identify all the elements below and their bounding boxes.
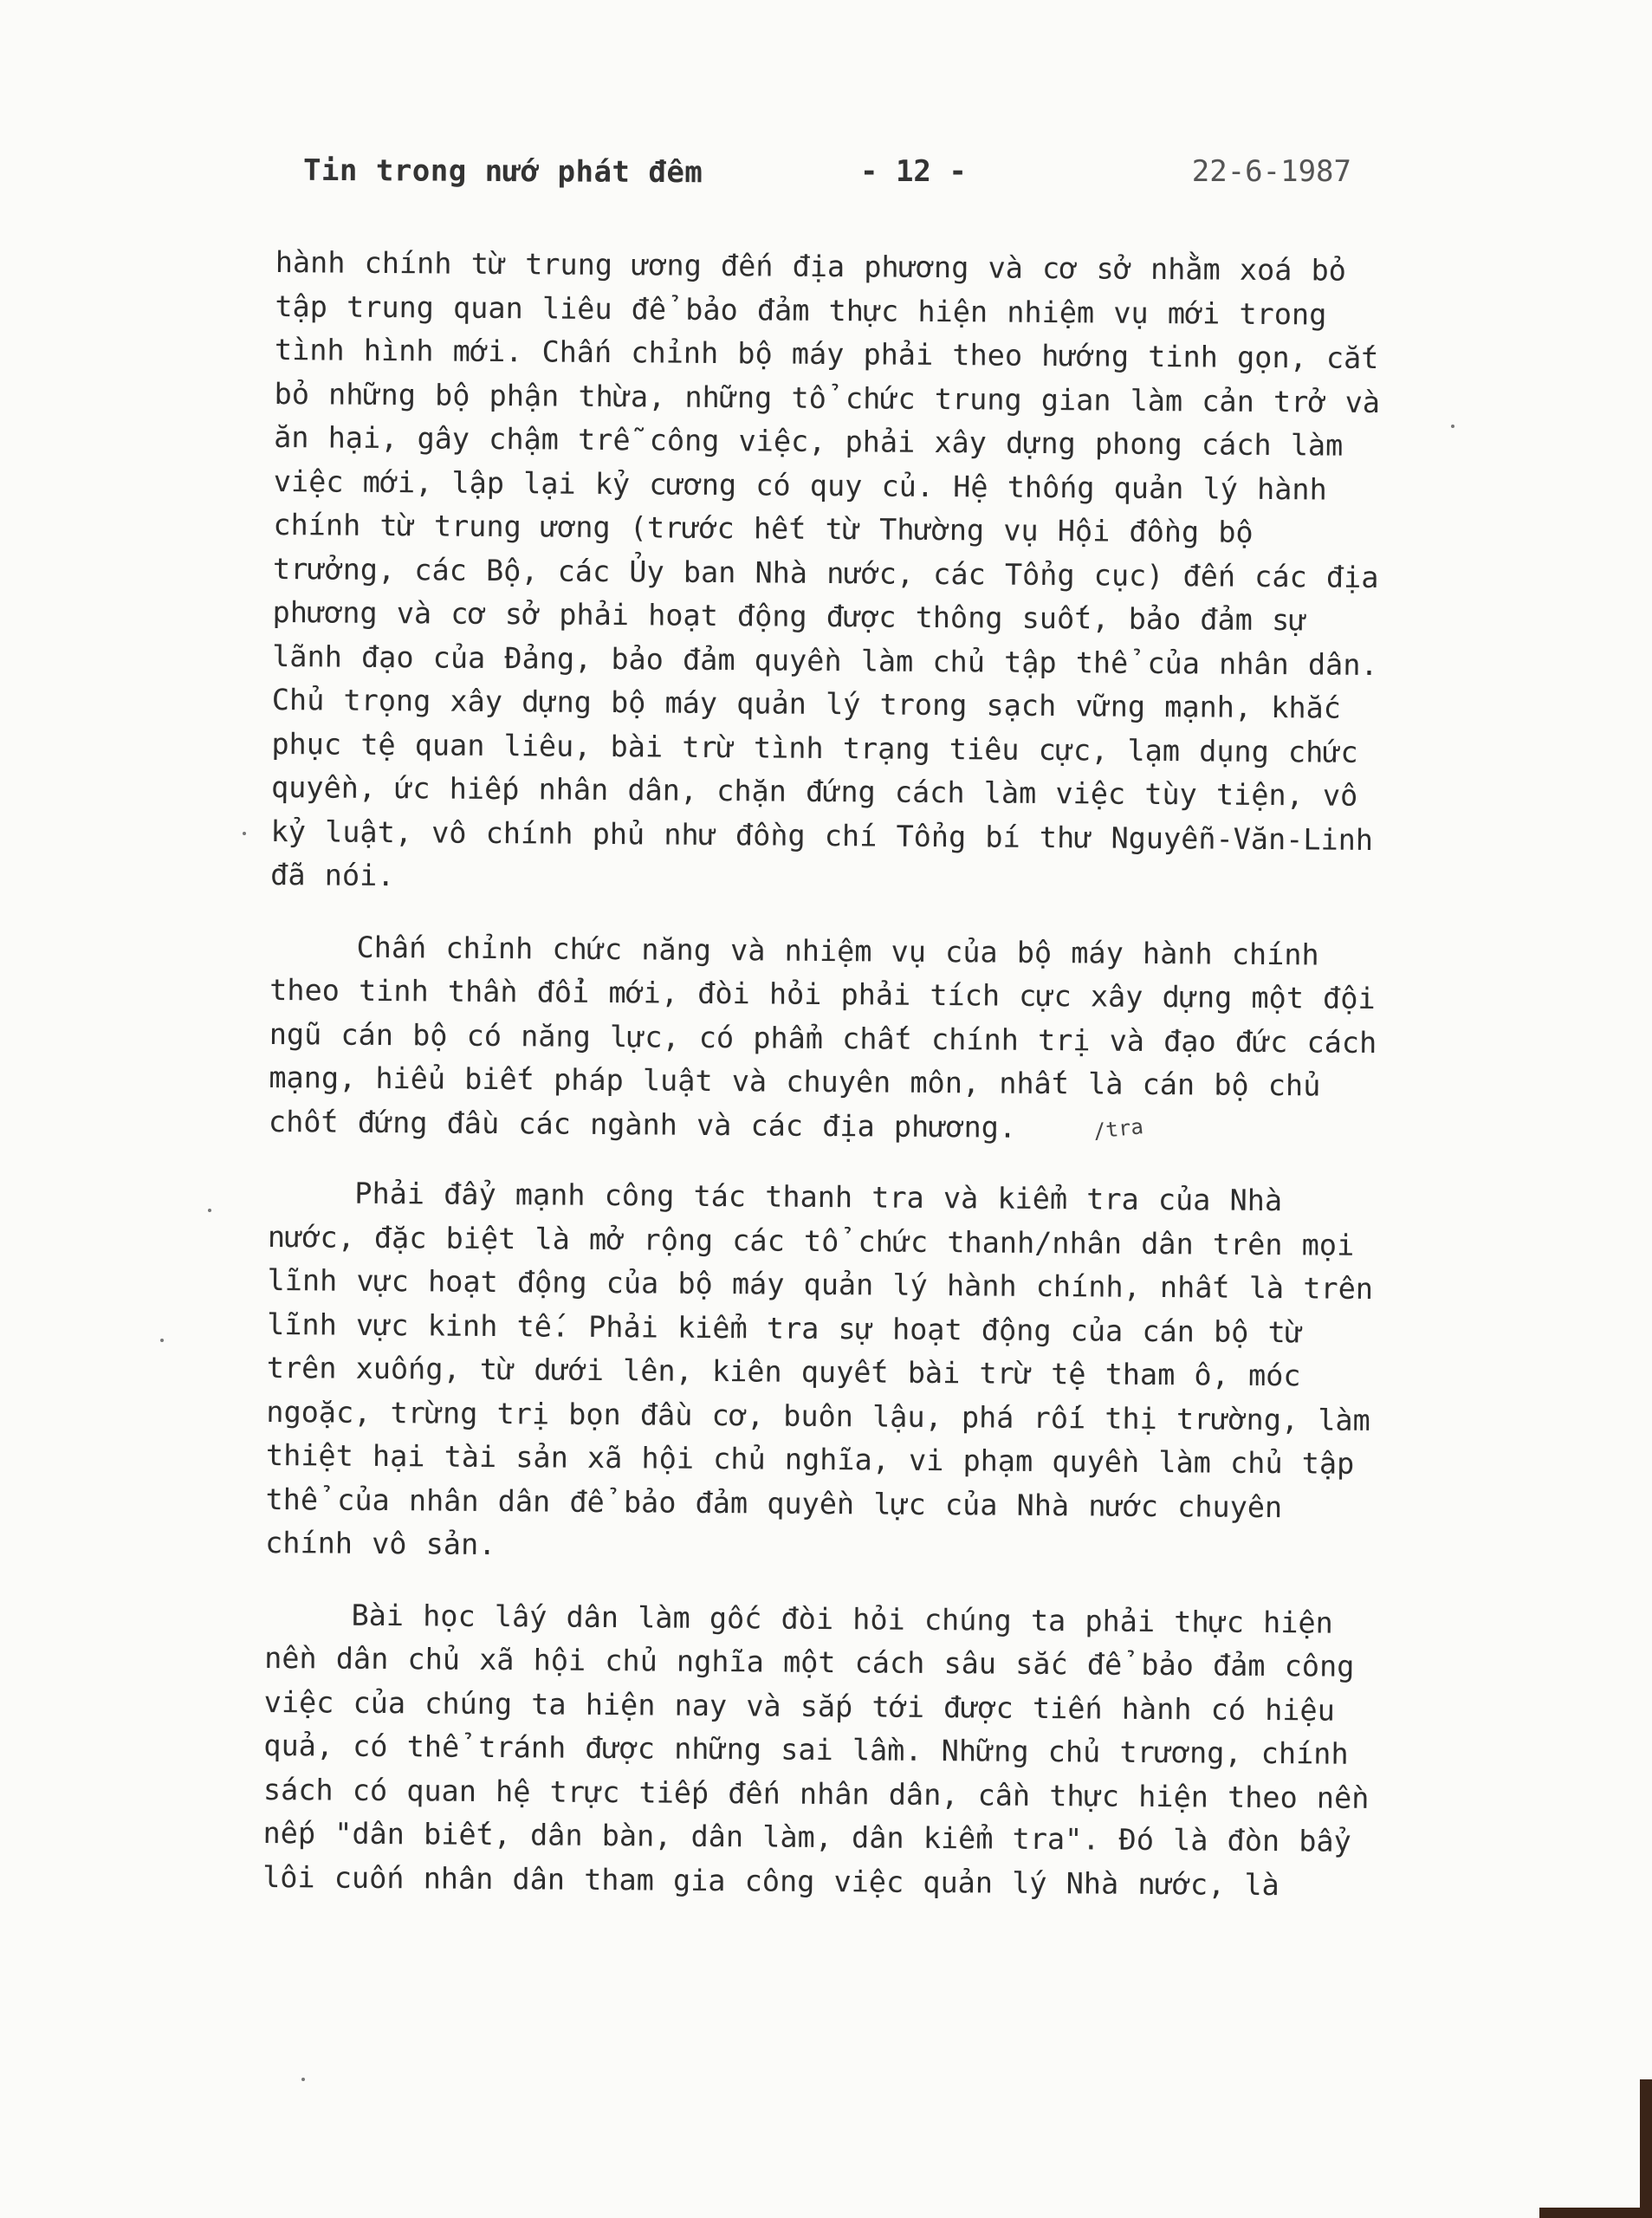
header-title: Tin trong nướ phát đêm: [302, 152, 703, 191]
page-number: - 12 -: [860, 154, 967, 189]
paper-speck: [1451, 425, 1454, 428]
paragraph-4: Bài học lấy dân làm gốc đòi hỏi chúng ta phải thực hiện nền dân chủ xã hội chủ nghĩa một cách sâu sắc để bảo đảm công việc của chúng ta hiện nay và sắp tới được tiến hành có hiệu quả, có thể tránh được những sai lầm. Những chủ trương, chính sách có quan hệ trực tiếp đến nhân dân, cần thực hiện theo nền nếp "dân biết, dân bàn, dân làm, dân kiểm tra". Đó là đòn bẩy lôi cuốn nhân dân tham gia công việc quản lý Nhà nước, là: [262, 1598, 1370, 1902]
scan-edge-shadow: [1640, 2079, 1652, 2218]
scan-edge-shadow-bottom: [1539, 2208, 1652, 2218]
paper-speck: [243, 832, 246, 835]
document-body: [262, 241, 1384, 1936]
paragraph-2: Chấn chỉnh chức năng và nhiệm vụ của bộ máy hành chính theo tinh thần đổi mới, đòi hỏi phải tích cực xây dựng một đội ngũ cán bộ có năng lực, có phẩm chất chính trị và đạo đức cách mạng, hiểu biết pháp luật và chuyên môn, nhất là cán bộ chủ chốt đứng đầu các ngành và các địa phương.: [268, 930, 1377, 1145]
header-date: 22-6-1987: [1191, 154, 1351, 189]
paper-speck: [301, 2078, 305, 2081]
page-header: [303, 154, 1351, 198]
paragraph-1: hành chính từ trung ương đến địa phương và cơ sở nhằm xoá bỏ tập trung quan liêu để bảo đảm thực hiện nhiệm vụ mới trong tình hình mới. Chấn chỉnh bộ máy phải theo hướng tinh gọn, cắt bỏ những bộ phận thừa, những tổ chức trung gian làm cản trở và ăn hại, gây chậm trễ công việc, phải xây dựng phong cách làm việc mới, lập lại kỷ cương có quy củ. Hệ thống quản lý hành chính từ trung ương (trước hết từ Thường vụ Hội đồng bộ trưởng, các Bộ, các Ủy ban Nhà nước, các Tổng cục) đến các địa phương và cơ sở phải hoạt động được thông suốt, bảo đảm sự lãnh đạo của Đảng, bảo đảm quyền làm chủ tập thể của nhân dân. Chủ trọng xây dựng bộ máy quản lý trong sạch vững mạnh, khắc phục tệ quan liêu, bài trừ tình trạng tiêu cực, lạm dụng chức quyền, ức hiếp nhân dân, chặn đứng cách làm việc tùy tiện, vô kỷ luật, vô chính phủ như đồng chí Tổng bí thư Nguyễn-Văn-Linh đã nói.: [270, 244, 1381, 893]
paper-speck: [208, 1209, 211, 1212]
paper-speck: [160, 1339, 164, 1342]
handwritten-insertion-note: /tra: [1092, 1114, 1145, 1144]
paragraph-3: Phải đẩy mạnh công tác thanh tra và kiểm tra của Nhà nước, đặc biệt là mở rộng các tổ chức thanh/nhân dân trên mọi lĩnh vực hoạt động của bộ máy quản lý hành chính, nhất là trên lĩnh vực kinh tế. Phải kiểm tra sự hoạt động của cán bộ từ trên xuống, từ dưới lên, kiên quyết bài trừ tệ tham ô, móc ngoặc, trừng trị bọn đầu cơ, buôn lậu, phá rối thị trường, làm thiệt hại tài sản xã hội chủ nghĩa, vi phạm quyền làm chủ tập thể của nhân dân để bảo đảm quyền lực của Nhà nước chuyên chính vô sản.: [265, 1176, 1374, 1562]
